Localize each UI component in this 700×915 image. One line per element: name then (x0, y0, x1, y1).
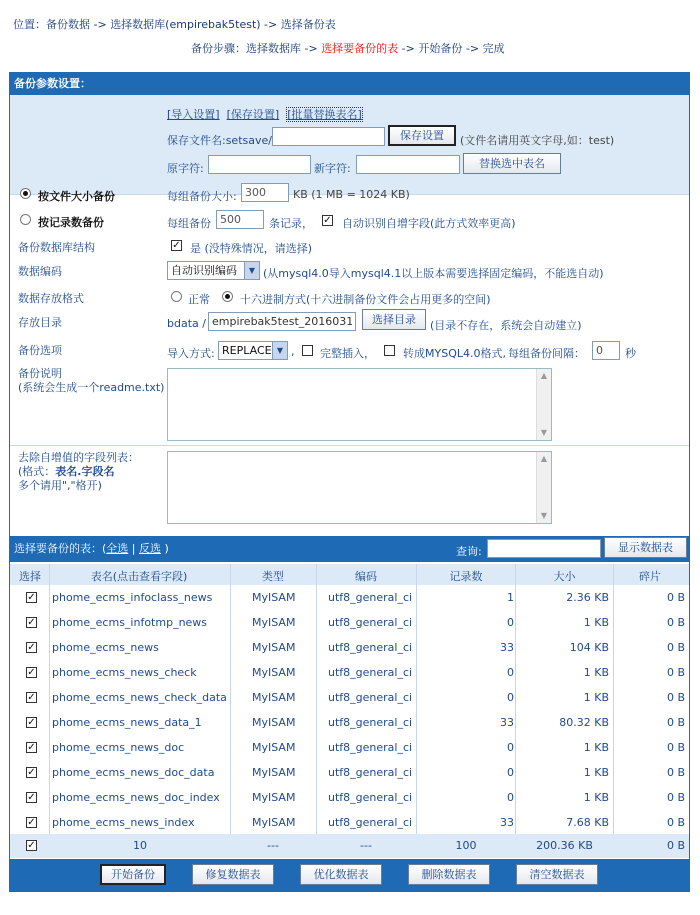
row-select-checkbox[interactable]: ✓ (27, 817, 36, 828)
remove-auto-textarea[interactable] (167, 451, 552, 524)
settings-header: 备份参数设置： (10, 73, 689, 95)
table-frag: 0 B (666, 616, 685, 629)
mysql40-label: 转成MYSQL4.0格式, (403, 347, 506, 360)
table-frag: 0 B (666, 716, 685, 729)
table-frag: 0 B (666, 691, 685, 704)
backup-structure-option: 是 (没特殊情况，请选择) (190, 242, 313, 255)
textarea-scrollbar[interactable] (536, 369, 551, 440)
table-row (10, 785, 689, 810)
save-settings-link[interactable]: [保存设置] (226, 108, 280, 121)
chevron-down-icon: ▼ (244, 262, 259, 279)
row-select-checkbox[interactable]: ✓ (27, 592, 36, 603)
invert-selection-link[interactable]: 反选 (139, 542, 162, 555)
table-row (10, 685, 689, 710)
table-name-link[interactable]: phome_ecms_news_data_1 (52, 716, 202, 729)
table-records: 0 (507, 616, 514, 629)
summary-records: 100 (455, 839, 477, 852)
steps-prefix: 备份步骤： (191, 42, 246, 55)
summary-encoding: --- (360, 839, 372, 852)
remove-auto-label: 去除自增值的字段列表： (18, 451, 139, 464)
start-backup-button[interactable]: 开始备份 (100, 864, 166, 885)
row-select-checkbox[interactable]: ✓ (27, 667, 36, 678)
readme-hint: (系统会生成一个readme.txt) (18, 381, 165, 394)
step-start-backup: 开始备份 (418, 42, 463, 55)
table-encoding: utf8_general_ci (328, 591, 413, 604)
summary-frag: 0 B (666, 839, 685, 852)
backup-options-label: 备份选项 (18, 344, 62, 357)
auto-identify-checkbox[interactable]: ✓ (323, 215, 332, 226)
readme-textarea[interactable] (167, 368, 552, 441)
encoding-hint: (从mysql4.0导入mysql4.1以上版本需要选择固定编码，不能选自动) (263, 267, 604, 280)
import-mode-select[interactable] (218, 341, 288, 360)
table-name-link[interactable]: phome_ecms_news_doc (52, 741, 185, 754)
table-frag: 0 B (666, 816, 685, 829)
by-size-label: 按文件大小备份 (38, 190, 115, 203)
table-records: 0 (507, 666, 514, 679)
table-frag: 0 B (666, 741, 685, 754)
per-group-size-label: 每组备份大小: (167, 190, 237, 203)
storage-normal-label: 正常 (188, 293, 210, 306)
replace-table-names-button[interactable]: 替换选中表名 (463, 153, 561, 174)
table-encoding: utf8_general_ci (328, 791, 413, 804)
tables-header-suffix: ) (164, 542, 169, 555)
textarea-scrollbar[interactable] (536, 452, 551, 523)
remove-auto-hint-format-bold: 表名.字段名 (55, 465, 115, 478)
show-tables-button[interactable]: 显示数据表 (604, 537, 687, 558)
delete-tables-button[interactable]: 删除数据表 (408, 864, 490, 885)
save-settings-button[interactable]: 保存设置 (388, 125, 456, 146)
dir-prefix: bdata / (167, 317, 206, 330)
auto-identify-label: 自动识别自增字段(此方式效率更高) (342, 217, 516, 230)
tables-header-divider: | (131, 542, 136, 555)
row-select-checkbox[interactable]: ✓ (27, 642, 36, 653)
table-row (10, 635, 689, 660)
table-records: 1 (507, 591, 514, 604)
divider (10, 445, 689, 446)
table-records: 0 (507, 766, 514, 779)
table-size: 1 KB (583, 791, 609, 804)
step-finish: 完成 (482, 42, 505, 55)
table-frag: 0 B (666, 641, 685, 654)
table-encoding: utf8_general_ci (328, 641, 413, 654)
steps-sep: -> (301, 42, 322, 55)
per-group-records-unit: 条记录， (269, 217, 313, 230)
optimize-tables-button[interactable]: 优化数据表 (300, 864, 382, 885)
table-name-link[interactable]: phome_ecms_news_check (52, 666, 197, 679)
table-size: 7.68 KB (566, 816, 609, 829)
table-encoding: utf8_general_ci (328, 741, 413, 754)
encoding-select-value: 自动识别编码 (171, 264, 237, 277)
table-records: 33 (500, 816, 514, 829)
table-name-link[interactable]: phome_ecms_news_doc_index (52, 791, 220, 804)
save-filename-hint: (文件名请用英文字母,如：test) (460, 134, 615, 147)
scroll-down-icon[interactable]: ▼ (540, 428, 548, 437)
steps-sep: -> (398, 42, 419, 55)
empty-tables-button[interactable]: 清空数据表 (516, 864, 598, 885)
tables-summary-row (10, 834, 689, 858)
table-type: MyISAM (252, 741, 296, 754)
table-type: MyISAM (252, 591, 296, 604)
col-encoding: 编码 (355, 570, 377, 583)
col-select: 选择 (19, 570, 41, 583)
readme-label: 备份说明 (18, 367, 62, 380)
table-size: 1 KB (583, 766, 609, 779)
row-select-checkbox[interactable]: ✓ (27, 717, 36, 728)
encoding-select[interactable] (167, 261, 260, 280)
table-frag: 0 B (666, 766, 685, 779)
table-row (10, 660, 689, 685)
table-row (10, 710, 689, 735)
table-size: 104 KB (569, 641, 609, 654)
table-size: 1 KB (583, 741, 609, 754)
table-frag: 0 B (666, 791, 685, 804)
by-records-radio[interactable] (20, 214, 31, 225)
summary-count: 10 (133, 839, 147, 852)
dir-input[interactable] (208, 312, 356, 331)
per-group-size-input[interactable] (241, 183, 289, 202)
orig-char-input[interactable] (208, 155, 311, 174)
complete-insert-checkbox[interactable] (302, 345, 313, 356)
storage-normal-radio[interactable] (171, 291, 182, 302)
step-select-tables-current: 选择要备份的表 (321, 42, 399, 55)
orig-char-label: 原字符: (167, 162, 204, 175)
options-comma: , (291, 345, 295, 358)
summary-select-checkbox[interactable]: ✓ (27, 840, 36, 851)
repair-tables-button[interactable]: 修复数据表 (192, 864, 274, 885)
col-type: 类型 (262, 570, 284, 583)
col-records: 记录数 (449, 570, 483, 583)
step-select-db: 选择数据库 (246, 42, 301, 55)
table-type: MyISAM (252, 791, 296, 804)
actions-bar (10, 859, 689, 891)
col-size: 大小 (553, 570, 576, 583)
breadcrumb-sep: -> (260, 18, 281, 31)
table-encoding: utf8_general_ci (328, 666, 413, 679)
remove-auto-hint-separator: 多个请用","格开) (18, 479, 102, 492)
backup-structure-checkbox[interactable]: ✓ (172, 240, 181, 251)
table-size: 1 KB (583, 691, 609, 704)
col-frag: 碎片 (639, 570, 661, 583)
tables-head (10, 564, 689, 585)
table-frag: 0 B (666, 591, 685, 604)
table-name-link[interactable]: phome_ecms_infoclass_news (52, 591, 213, 604)
table-encoding: utf8_general_ci (328, 766, 413, 779)
row-select-checkbox[interactable]: ✓ (27, 767, 36, 778)
table-type: MyISAM (252, 666, 296, 679)
breadcrumb-sep: -> (90, 18, 111, 31)
import-settings-link[interactable]: [导入设置] (167, 108, 220, 121)
mysql40-checkbox[interactable] (384, 345, 395, 356)
select-all-link[interactable]: 全选 (106, 542, 129, 555)
row-select-checkbox[interactable]: ✓ (27, 692, 36, 703)
storage-hex-label: 十六进制方式(十六进制备份文件会占用更多的空间) (240, 293, 491, 306)
table-name-link[interactable]: phome_ecms_news_index (52, 816, 195, 829)
breadcrumb-current: 选择备份表 (280, 18, 336, 31)
dir-hint: (目录不存在，系统会自动建立) (430, 319, 582, 332)
per-group-records-input[interactable] (216, 210, 264, 229)
storage-format-label: 数据存放格式 (18, 292, 84, 305)
search-input[interactable] (487, 539, 601, 558)
table-name-link[interactable]: phome_ecms_news_check_data (52, 691, 227, 704)
scroll-up-icon[interactable]: ▲ (540, 454, 548, 463)
table-encoding: utf8_general_ci (328, 816, 413, 829)
table-type: MyISAM (252, 691, 296, 704)
table-type: MyISAM (252, 766, 296, 779)
by-size-radio[interactable] (20, 188, 31, 199)
remove-auto-hint-prefix: (格式： (18, 465, 56, 478)
table-records: 33 (500, 641, 514, 654)
interval-input[interactable] (592, 341, 620, 360)
tables-header-prefix: 选择要备份的表：( (14, 542, 107, 555)
table-name-link[interactable]: phome_ecms_news (52, 641, 159, 654)
col-name: 表名(点击查看字段) (90, 570, 188, 583)
import-mode-select-value: REPLACE (222, 344, 272, 357)
scroll-down-icon[interactable]: ▼ (540, 511, 548, 520)
encoding-label: 数据编码 (18, 265, 62, 278)
interval-label: 每组备份间隔： (508, 347, 585, 360)
table-records: 0 (507, 741, 514, 754)
table-type: MyISAM (252, 616, 296, 629)
table-encoding: utf8_general_ci (328, 616, 413, 629)
breadcrumb-prefix: 位置： (13, 18, 46, 31)
new-char-input[interactable] (356, 155, 460, 174)
search-label: 查询: (456, 545, 482, 558)
table-type: MyISAM (252, 816, 296, 829)
scroll-up-icon[interactable]: ▲ (540, 371, 548, 380)
settings-links (167, 106, 363, 122)
breadcrumb-select-db-link[interactable]: 选择数据库(empirebak5test) (110, 18, 261, 31)
by-records-label: 按记录数备份 (38, 216, 104, 229)
table-row (10, 610, 689, 635)
table-encoding: utf8_general_ci (328, 691, 413, 704)
table-row (10, 760, 689, 785)
breadcrumb-backup-data-link[interactable]: 备份数据 (46, 18, 90, 31)
table-type: MyISAM (252, 641, 296, 654)
table-row (10, 735, 689, 760)
summary-size: 200.36 KB (536, 839, 593, 852)
table-size: 2.36 KB (566, 591, 609, 604)
steps-sep: -> (462, 42, 483, 55)
table-size: 80.32 KB (559, 716, 609, 729)
table-records: 0 (507, 691, 514, 704)
table-records: 33 (500, 716, 514, 729)
table-records: 0 (507, 791, 514, 804)
save-filename-label: 保存文件名:setsave/ (167, 134, 272, 147)
backup-structure-label: 备份数据库结构 (18, 241, 95, 254)
import-mode-label: 导入方式: (167, 347, 215, 360)
table-row (10, 585, 689, 610)
table-name-link[interactable]: phome_ecms_infotmp_news (52, 616, 208, 629)
backup-steps (191, 40, 505, 56)
batch-replace-link[interactable]: [批量替换表名] (287, 108, 362, 121)
breadcrumb (13, 16, 336, 32)
row-select-checkbox[interactable]: ✓ (27, 617, 36, 628)
table-size: 1 KB (583, 666, 609, 679)
table-type: MyISAM (252, 716, 296, 729)
table-name-link[interactable]: phome_ecms_news_doc_data (52, 766, 215, 779)
chevron-down-icon: ▼ (272, 342, 287, 359)
table-row (10, 810, 689, 835)
per-group-size-unit: KB (1 MB = 1024 KB) (293, 188, 410, 201)
complete-insert-label: 完整插入， (320, 347, 375, 360)
dir-label: 存放目录 (18, 316, 62, 329)
row-select-checkbox[interactable]: ✓ (27, 792, 36, 803)
storage-hex-radio[interactable] (222, 291, 233, 302)
new-char-label: 新字符: (314, 162, 351, 175)
table-frag: 0 B (666, 666, 685, 679)
table-size: 1 KB (583, 616, 609, 629)
summary-type: --- (267, 839, 279, 852)
table-encoding: utf8_general_ci (328, 716, 413, 729)
row-select-checkbox[interactable]: ✓ (27, 742, 36, 753)
save-filename-input[interactable] (272, 127, 385, 146)
backup-form-panel (9, 72, 690, 892)
per-group-records-label: 每组备份 (167, 217, 211, 230)
interval-unit: 秒 (625, 347, 636, 360)
select-dir-button[interactable]: 选择目录 (362, 309, 426, 330)
